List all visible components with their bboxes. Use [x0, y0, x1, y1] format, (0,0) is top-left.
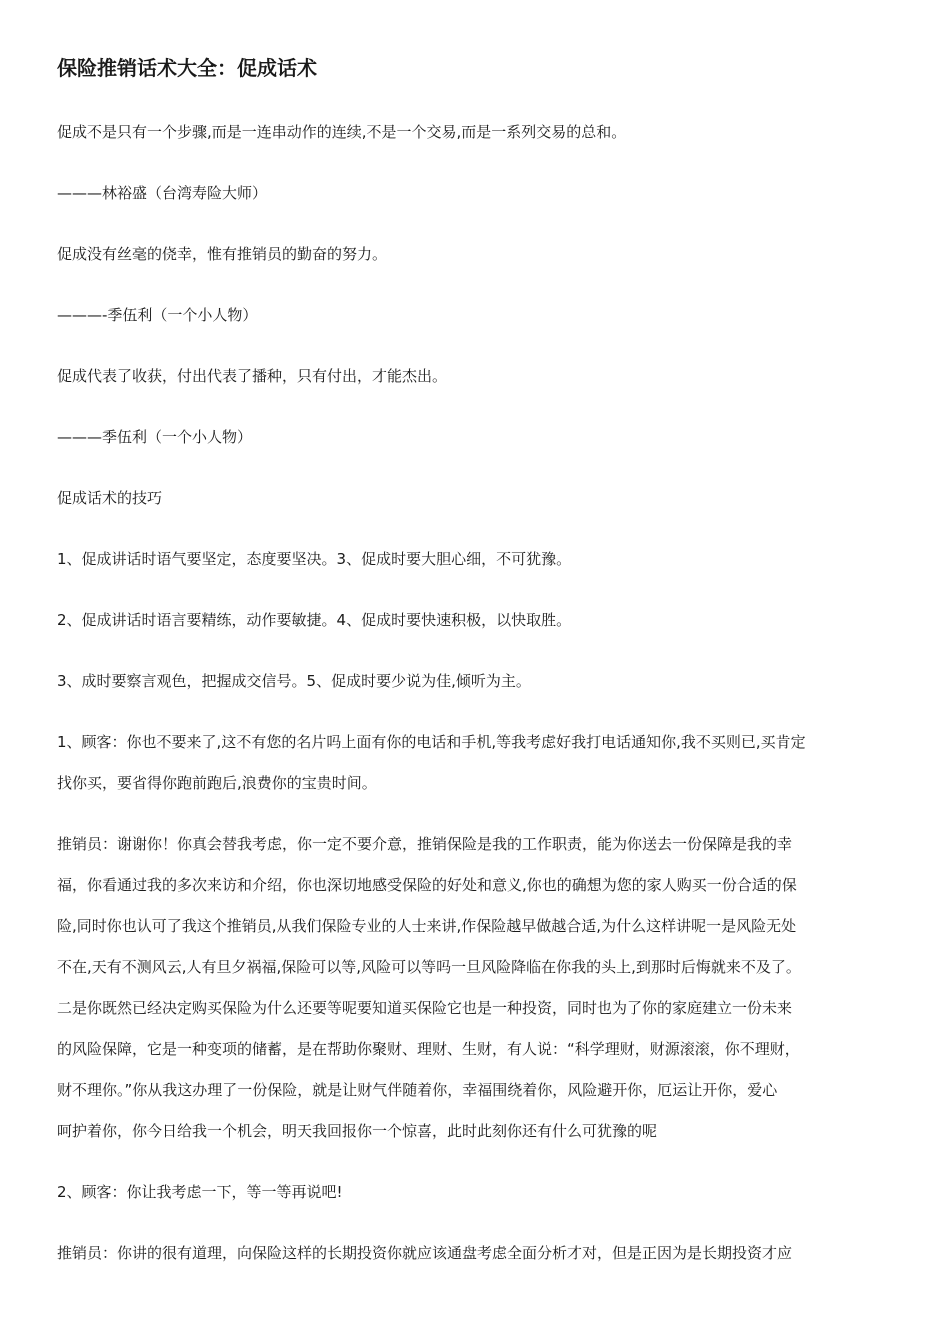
dialog-1-customer [57, 722, 895, 804]
spacer [57, 1152, 895, 1172]
spacer [57, 336, 895, 356]
tip-line-1: 1、促成讲话时语气要坚定，态度要坚决。3、促成时要大胆心细，不可犹豫。 [57, 550, 572, 568]
spacer [57, 702, 895, 722]
spacer [57, 458, 895, 478]
dialog-1-agent-line: 财不理你。”你从我这办理了一份保险，就是让财气伴随着你，幸福围绕着你，风险避开你，厄运让开你，爱心 [57, 1081, 778, 1099]
spacer [57, 275, 895, 295]
spacer [57, 804, 895, 824]
document-page [57, 48, 895, 1274]
spacer [57, 397, 895, 417]
quote-text-1: 促成不是只有一个步骤,而是一连串动作的连续,不是一个交易,而是一系列交易的总和。 [57, 123, 627, 141]
document-title: 保险推销话术大全：促成话术 [57, 56, 317, 80]
spacer [57, 519, 895, 539]
quote-author-2: ———-季伍利（一个小人物） [57, 306, 258, 324]
dialog-1-customer-line: 1、顾客：你也不要来了,这不有您的名片吗上面有你的电话和手机,等我考虑好我打电话通知你,我不买则已,买肯定 [57, 733, 806, 751]
dialog-1-agent-line: 二是你既然已经决定购买保险为什么还要等呢要知道买保险它也是一种投资，同时也为了你的家庭建立一份未来 [57, 999, 793, 1017]
spacer [57, 214, 895, 234]
dialog-2-agent: 推销员：你讲的很有道理，向保险这样的长期投资你就应该通盘考虑全面分析才对，但是正因为是长期投资才应 [57, 1244, 793, 1262]
dialog-1-agent-line: 险,同时你也认可了我这个推销员,从我们保险专业的人士来讲,作保险越早做越合适,为什么这样讲呢一是风险无处 [57, 917, 797, 935]
dialog-1-customer-line: 找你买，要省得你跑前跑后,浪费你的宝贵时间。 [57, 774, 377, 792]
quote-author-1: ———林裕盛（台湾寿险大师） [57, 184, 268, 202]
spacer [57, 580, 895, 600]
dialog-2-customer: 2、顾客：你让我考虑一下，等一等再说吧! [57, 1183, 343, 1201]
spacer [57, 153, 895, 173]
dialog-1-agent-line: 推销员：谢谢你！你真会替我考虑，你一定不要介意，推销保险是我的工作职责，能为你送去一份保障是我的幸 [57, 835, 793, 853]
dialog-1-agent-line: 呵护着你，你今日给我一个机会，明天我回报你一个惊喜，此时此刻你还有什么可犹豫的呢 [57, 1122, 658, 1140]
spacer [57, 88, 895, 112]
quote-text-2: 促成没有丝毫的侥幸，惟有推销员的勤奋的努力。 [57, 245, 388, 263]
dialog-1-agent-line: 福，你看通过我的多次来访和介绍，你也深切地感受保险的好处和意义,你也的确想为您的家人购买一份合适的保 [57, 876, 797, 894]
dialog-1-agent [57, 824, 895, 1152]
tips-heading: 促成话术的技巧 [57, 489, 163, 507]
spacer [57, 641, 895, 661]
tip-line-3: 3、成时要察言观色，把握成交信号。5、促成时要少说为佳,倾听为主。 [57, 672, 531, 690]
spacer [57, 1213, 895, 1233]
dialog-1-agent-line: 的风险保障，它是一种变项的储蓄，是在帮助你聚财、理财、生财，有人说：“科学理财，财源滚滚，你不理财， [57, 1040, 800, 1058]
dialog-1-agent-line: 不在,天有不测风云,人有旦夕祸福,保险可以等,风险可以等吗一旦风险降临在你我的头上,到那时后悔就来不及了。 [57, 958, 801, 976]
quote-text-3: 促成代表了收获，付出代表了播种，只有付出，才能杰出。 [57, 367, 448, 385]
quote-author-3: ———季伍利（一个小人物） [57, 428, 253, 446]
tip-line-2: 2、促成讲话时语言要精练，动作要敏捷。4、促成时要快速积极，以快取胜。 [57, 611, 572, 629]
